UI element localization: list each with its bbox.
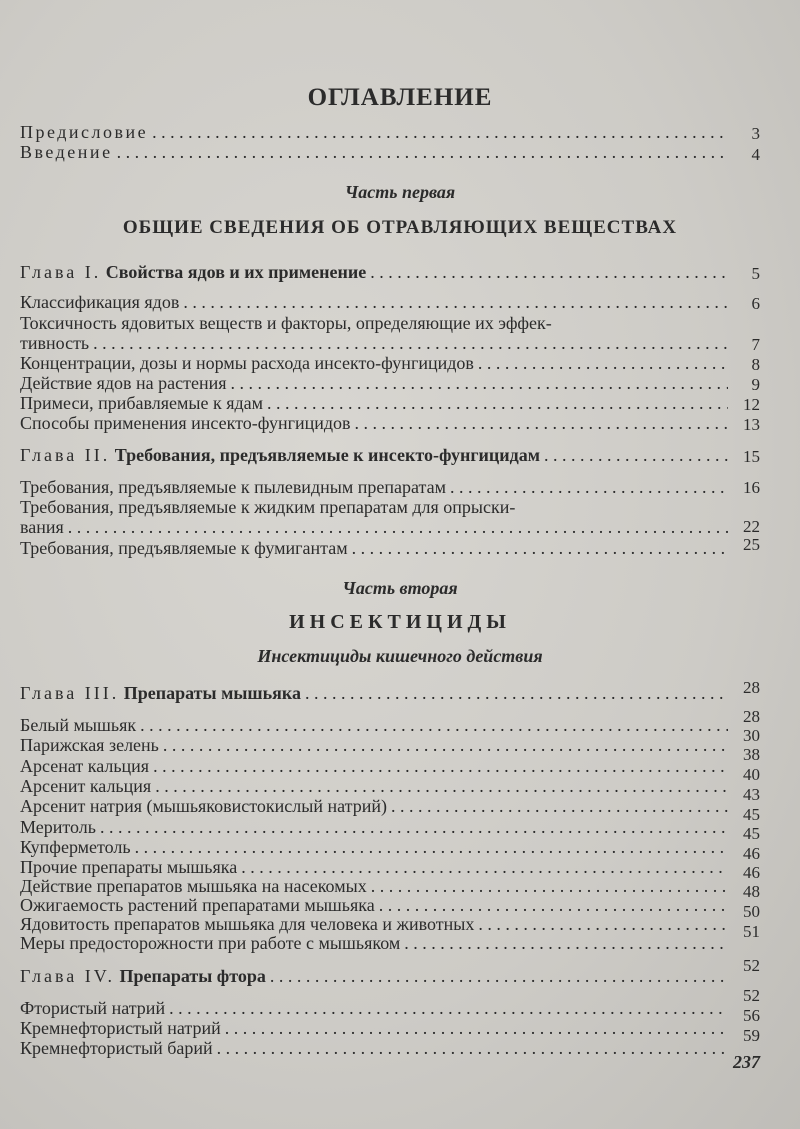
toc-entry[interactable] bbox=[20, 776, 728, 798]
toc-entry[interactable] bbox=[20, 1018, 728, 1040]
entry-text: Арсенат кальция bbox=[20, 756, 150, 776]
entry-text: Фтористый натрий bbox=[20, 998, 166, 1018]
toc-entry[interactable] bbox=[20, 413, 728, 435]
entry-text: Примеси, прибавляемые к ядам bbox=[20, 393, 264, 413]
toc-entry[interactable] bbox=[20, 817, 728, 839]
entry-page: 45 bbox=[743, 805, 760, 824]
toc-chapter-1[interactable] bbox=[20, 262, 728, 284]
entry-page: 28 bbox=[743, 678, 760, 697]
chapter-label: Глава III. bbox=[20, 683, 120, 703]
entry-text: Прочие препараты мышьяка bbox=[20, 857, 238, 877]
toc-entry[interactable] bbox=[20, 353, 728, 375]
part-label: Часть вторая bbox=[342, 578, 458, 598]
entry-page: 48 bbox=[743, 882, 760, 901]
part-subheading: Инсектициды кишечного действия bbox=[257, 646, 543, 666]
entry-page: 3 bbox=[751, 124, 760, 143]
entry-page: 12 bbox=[743, 395, 760, 414]
entry-page: 5 bbox=[751, 264, 760, 283]
entry-page: 52 bbox=[743, 986, 760, 1005]
entry-page: 6 bbox=[751, 294, 760, 313]
toc-entry[interactable] bbox=[20, 735, 728, 757]
toc-entry[interactable] bbox=[20, 497, 728, 519]
entry-page: 16 bbox=[743, 478, 760, 497]
entry-text: Введение bbox=[20, 142, 113, 162]
toc-entry-cont[interactable] bbox=[20, 333, 728, 355]
toc-chapter-4[interactable] bbox=[20, 966, 728, 988]
entry-page: 43 bbox=[743, 785, 760, 804]
toc-entry[interactable] bbox=[20, 796, 728, 818]
part-heading: ОБЩИЕ СВЕДЕНИЯ ОБ ОТРАВЛЯЮЩИХ ВЕЩЕСТВАХ bbox=[122, 217, 678, 238]
entry-text: Купферметоль bbox=[20, 837, 131, 857]
entry-page: 15 bbox=[743, 447, 760, 466]
entry-page: 46 bbox=[743, 863, 760, 882]
entry-page: 59 bbox=[743, 1026, 760, 1045]
toc-entry[interactable] bbox=[20, 292, 728, 314]
entry-page: 13 bbox=[743, 415, 760, 434]
entry-text: Арсенит натрия (мышьяковистокислый натрий) bbox=[20, 796, 387, 816]
entry-text: Классификация ядов bbox=[20, 292, 180, 312]
entry-page: 22 bbox=[743, 517, 760, 536]
chapter-label: Глава IV. bbox=[20, 966, 115, 986]
entry-page: 51 bbox=[743, 922, 760, 941]
entry-text-cont: вания bbox=[20, 517, 64, 537]
entry-page: 38 bbox=[743, 745, 760, 764]
chapter-title: Препараты мышьяка bbox=[123, 683, 301, 703]
entry-page: 8 bbox=[751, 355, 760, 374]
chapter-title: Препараты фтора bbox=[119, 966, 266, 986]
chapter-label: Глава II. bbox=[20, 445, 111, 465]
entry-page: 7 bbox=[751, 335, 760, 354]
toc-chapter-3[interactable] bbox=[20, 683, 728, 705]
toc-entry-intro[interactable] bbox=[20, 142, 728, 164]
entry-text: Требования, предъявляемые к пылевидным препаратам bbox=[20, 477, 446, 497]
toc-entry-preface[interactable] bbox=[20, 122, 728, 144]
entry-text-cont: тивность bbox=[20, 333, 90, 353]
part-heading: ИНСЕКТИЦИДЫ bbox=[289, 611, 511, 633]
toc-entry[interactable] bbox=[20, 373, 728, 395]
entry-text: Кремнефтористый натрий bbox=[20, 1018, 221, 1038]
entry-text: Действие препаратов мышьяка на насекомых bbox=[20, 876, 367, 896]
entry-page: 9 bbox=[751, 375, 760, 394]
entry-text: Арсенит кальция bbox=[20, 776, 152, 796]
toc-entry[interactable] bbox=[20, 998, 728, 1020]
toc-entry[interactable] bbox=[20, 477, 728, 499]
toc-entry[interactable] bbox=[20, 393, 728, 415]
entry-page: 40 bbox=[743, 765, 760, 784]
entry-text: Требования, предъявляемые к фумигантам bbox=[20, 538, 348, 558]
entry-text: Предисловие bbox=[20, 122, 149, 142]
toc-entry[interactable] bbox=[20, 837, 728, 859]
toc-entry[interactable] bbox=[20, 313, 728, 335]
entry-text: Токсичность ядовитых веществ и факторы, определяющие их эффек- bbox=[20, 313, 552, 333]
entry-page: 30 bbox=[743, 726, 760, 745]
entry-text: Меры предосторожности при работе с мышьяком bbox=[20, 933, 401, 953]
entry-text: Действие ядов на растения bbox=[20, 373, 227, 393]
chapter-title: Требования, предъявляемые к инсекто-фунгицидам bbox=[114, 445, 540, 465]
toc-entry[interactable] bbox=[20, 538, 728, 560]
entry-text: Ожигаемость растений препаратами мышьяка bbox=[20, 895, 375, 915]
toc-entry[interactable] bbox=[20, 715, 728, 737]
part-label: Часть первая bbox=[344, 182, 456, 202]
entry-page: 56 bbox=[743, 1006, 760, 1025]
entry-text: Концентрации, дозы и нормы расхода инсекто-фунгицидов bbox=[20, 353, 474, 373]
chapter-label: Глава I. bbox=[20, 262, 102, 282]
chapter-title: Свойства ядов и их применение bbox=[105, 262, 367, 282]
entry-page: 45 bbox=[743, 824, 760, 843]
entry-page: 46 bbox=[743, 844, 760, 863]
entry-text: Кремнефтористый барий bbox=[20, 1038, 213, 1058]
entry-text: Парижская зелень bbox=[20, 735, 159, 755]
entry-text: Требования, предъявляемые к жидким препаратам для опрыски- bbox=[20, 497, 516, 517]
entry-text: Белый мышьяк bbox=[20, 715, 137, 735]
toc-entry[interactable] bbox=[20, 756, 728, 778]
toc-entry[interactable] bbox=[20, 933, 728, 955]
entry-page: 50 bbox=[743, 902, 760, 921]
toc-entry[interactable] bbox=[20, 1038, 728, 1060]
entry-page: 52 bbox=[743, 956, 760, 975]
toc-title: ОГЛАВЛЕНИЕ bbox=[307, 84, 493, 111]
toc-entry-cont[interactable] bbox=[20, 517, 728, 539]
entry-page: 4 bbox=[751, 145, 760, 164]
page-number: 237 bbox=[733, 1052, 760, 1072]
entry-page: 25 bbox=[743, 535, 760, 554]
entry-text: Способы применения инсекто-фунгицидов bbox=[20, 413, 351, 433]
entry-text: Ядовитость препаратов мышьяка для человека и животных bbox=[20, 914, 475, 934]
toc-chapter-2[interactable] bbox=[20, 445, 728, 467]
entry-page: 28 bbox=[743, 707, 760, 726]
entry-text: Меритоль bbox=[20, 817, 96, 837]
